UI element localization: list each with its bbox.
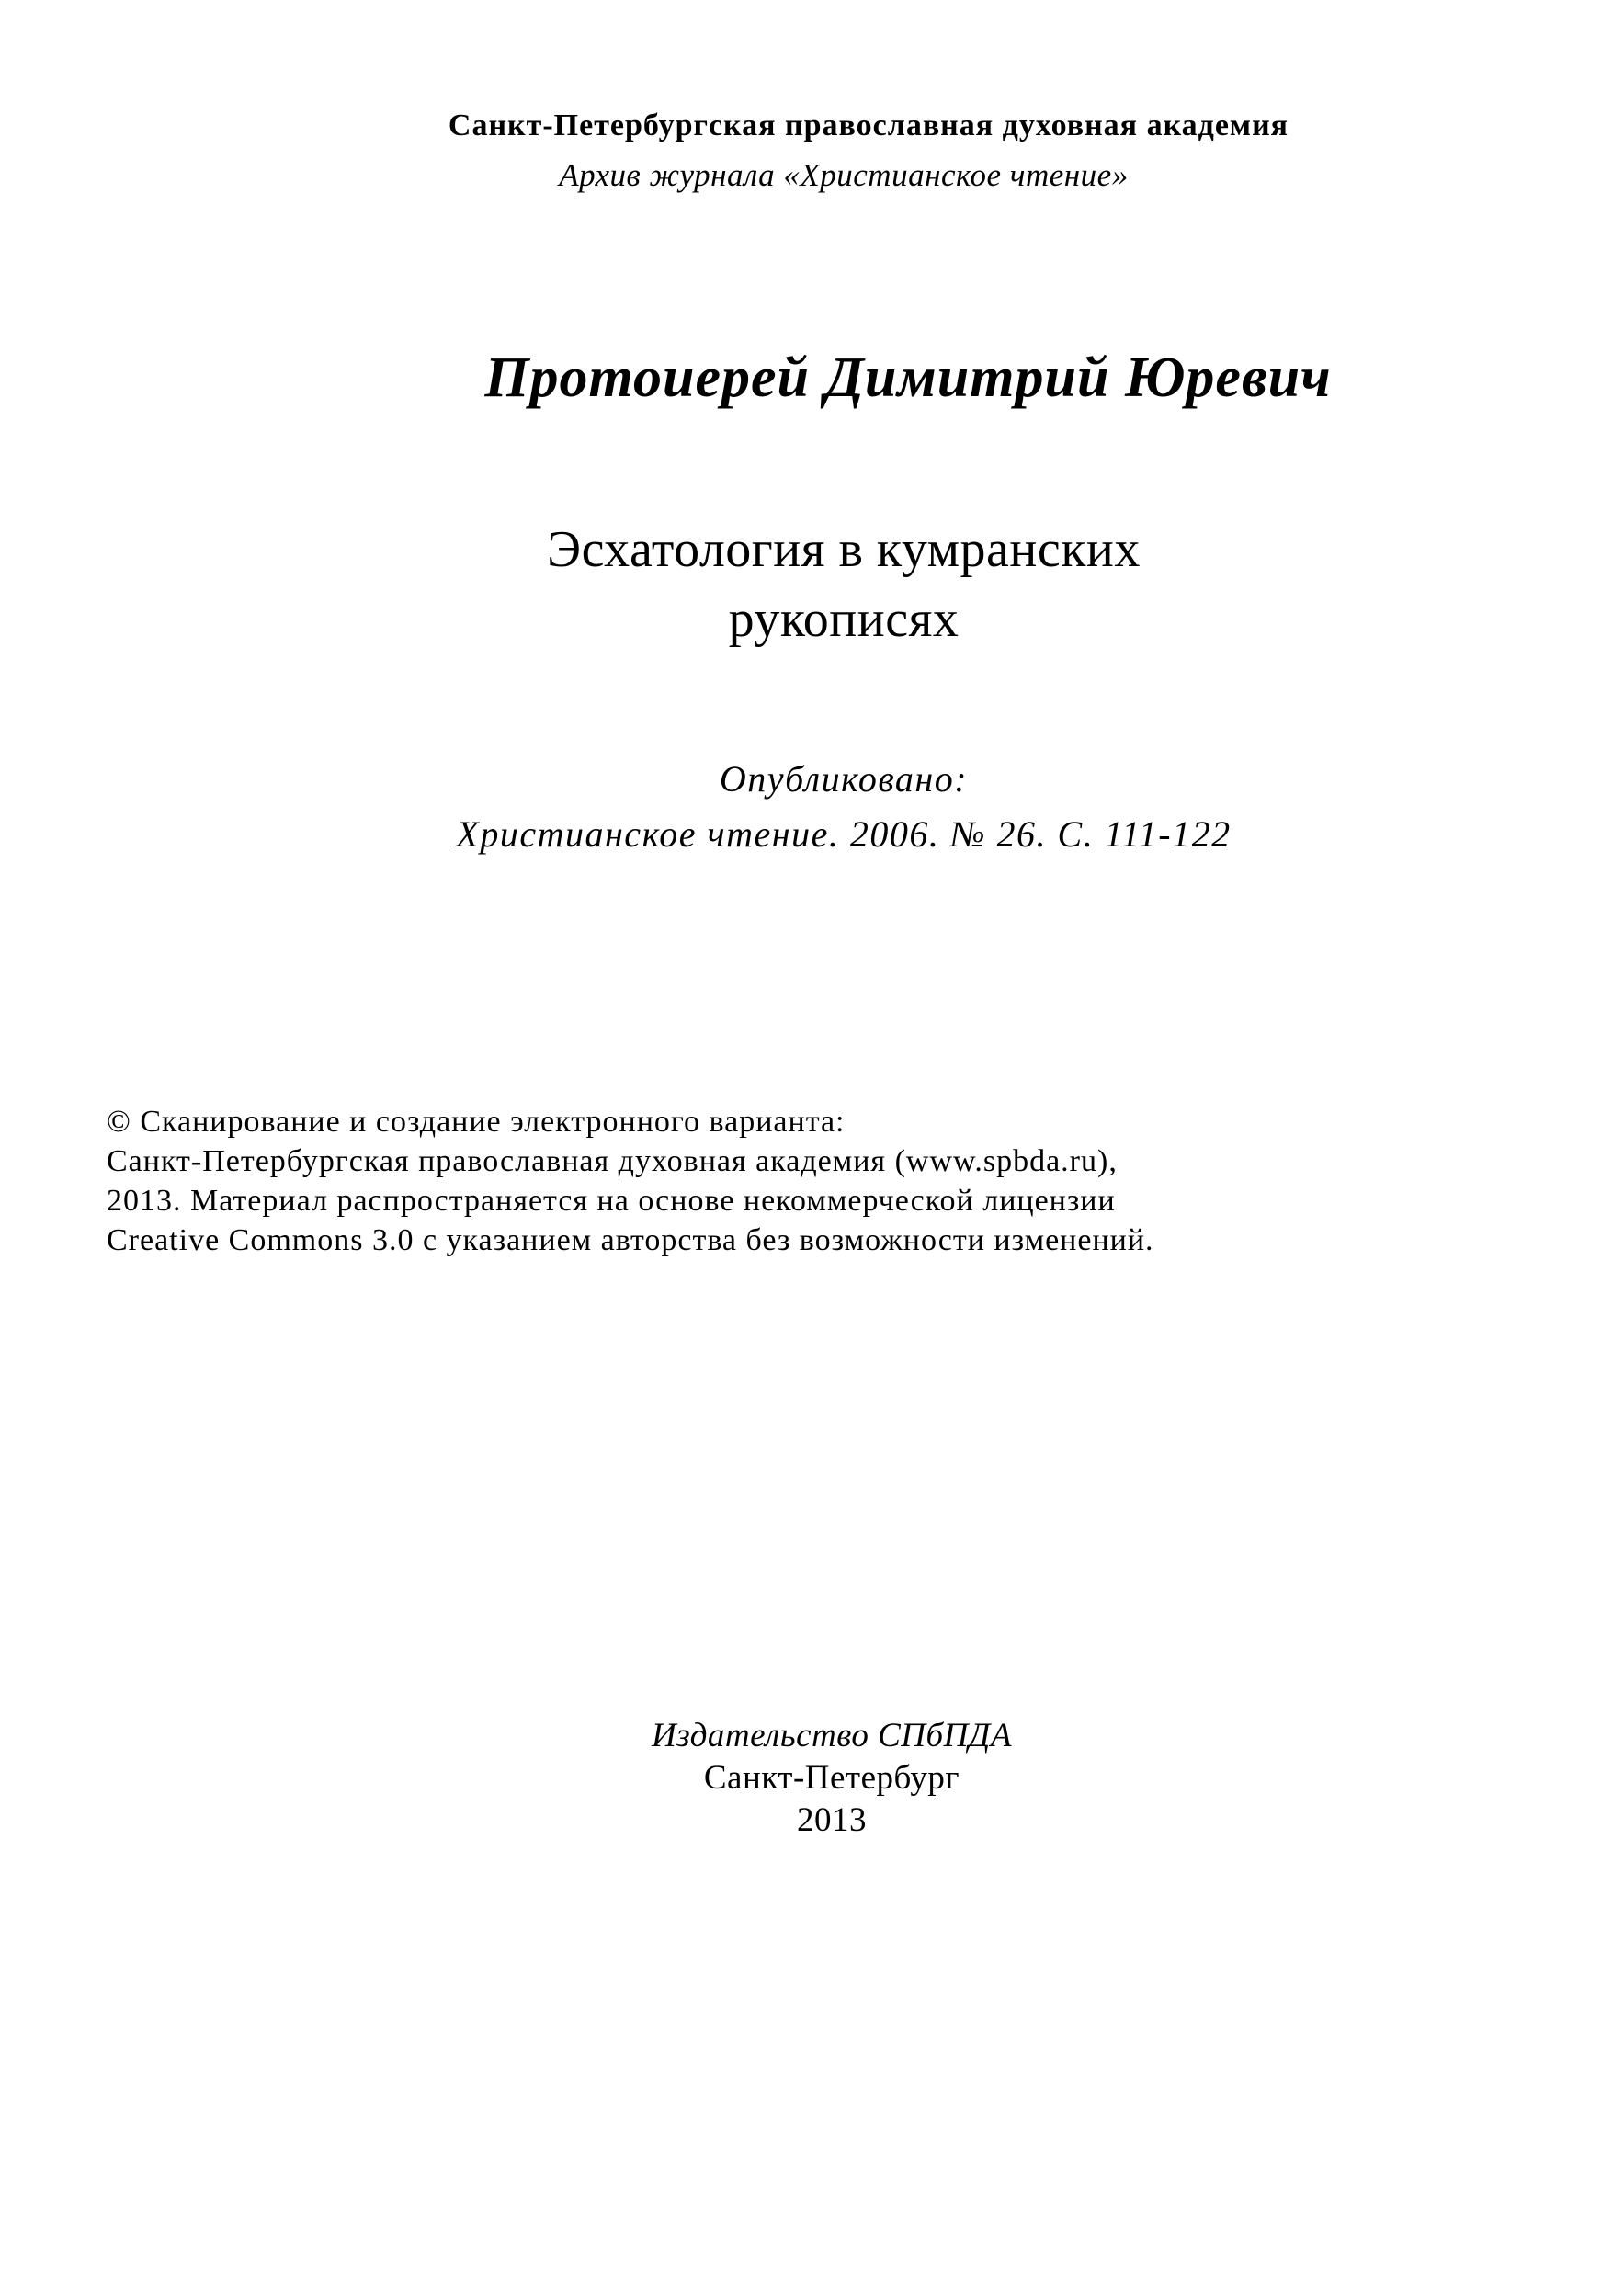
- document-title: [547, 515, 1141, 654]
- copyright-line-3: 2013. Материал распространяется на основе некоммерческой лицензии: [107, 1184, 1116, 1218]
- publication-year: 2013: [796, 1801, 867, 1839]
- institution-name: Санкт-Петербургская православная духовная академия: [448, 108, 1289, 142]
- journal-archive-line: Архив журнала «Христианское чтение»: [559, 157, 1129, 193]
- document-title-line-1: Эсхатология в кумранских: [547, 521, 1141, 578]
- publication-info: [456, 752, 1231, 862]
- publication-label: Опубликовано:: [719, 758, 969, 800]
- publisher-city: Санкт-Петербург: [703, 1759, 960, 1797]
- copyright-line-4: Creative Commons 3.0 с указанием авторства без возможности изменений.: [107, 1223, 1154, 1257]
- imprint-block: [652, 1715, 1012, 1842]
- copyright-line-2: Санкт-Петербургская православная духовная академия (www.spbda.ru),: [107, 1144, 1118, 1178]
- author-name: Протоиерей Димитрий Юревич: [484, 346, 1332, 409]
- copyright-line-1: © Сканирование и создание электронного варианта:: [107, 1105, 846, 1139]
- document-title-line-2: рукописях: [728, 591, 960, 648]
- publisher-name: Издательство СПбПДА: [652, 1717, 1012, 1754]
- copyright-notice: [107, 1102, 1154, 1260]
- publication-reference: Христианское чтение. 2006. № 26. С. 111-122: [456, 813, 1232, 855]
